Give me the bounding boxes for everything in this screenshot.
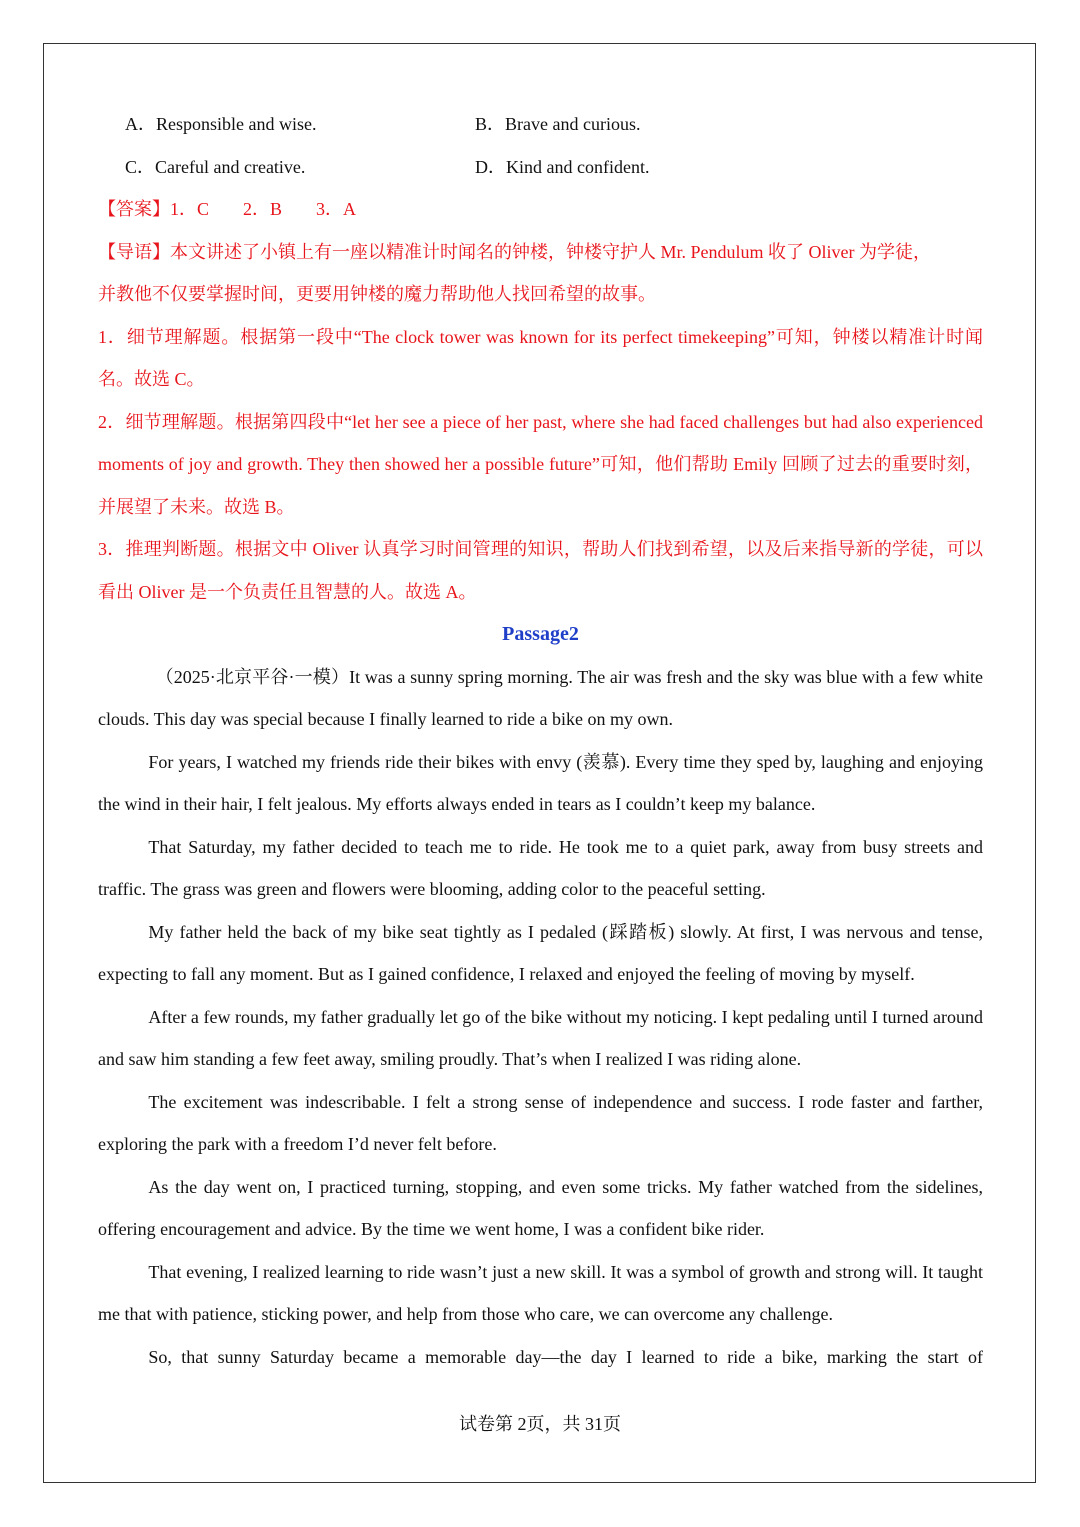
answer-item: 1．C (170, 199, 210, 219)
options-row-2 (98, 146, 983, 189)
explanation-1: 1．细节理解题。根据第一段中“The clock tower was known for its perfect timekeeping”可知，钟楼以精准计时闻名。故选 C。 (98, 326, 983, 389)
passage-paragraph: That Saturday, my father decided to teach me to ride. He took me to a quiet park, away from busy streets and traffic. The grass was green and flowers were blooming, adding color to the peaceful setting. (98, 836, 983, 899)
passage-paragraph: The excitement was indescribable. I felt a strong sense of independence and success. I rode faster and farther, exploring the park with a freedom I’d never felt before. (98, 1091, 983, 1154)
options-row-1 (98, 103, 983, 146)
explanation-3: 3．推理判断题。根据文中 Oliver 认真学习时间管理的知识，帮助人们找到希望，以及后来指导新的学徒，可以看出 Oliver 是一个负责任且智慧的人。故选 A。 (98, 539, 983, 602)
answer-label: 【答案】 (98, 199, 170, 219)
answer-item: 3．A (316, 199, 357, 219)
option-d: D．Kind and confident. (475, 156, 650, 177)
explanation-2: 2．细节理解题。根据第四段中“let her see a piece of her past, where she had faced challenges but had also experienced moments of joy and growth. They then showed her a possible future”可知，他们帮助 Emily 回顾了过去的重要时刻，并展望了未来。故选 B。 (98, 411, 983, 517)
passage-paragraph: After a few rounds, my father gradually let go of the bike without my noticing. I kept pedaling until I turned around and saw him standing a few feet away, smiling proudly. That’s when I realized I was riding alone. (98, 1006, 983, 1069)
option-c: C．Careful and creative. (125, 156, 306, 177)
passage-title: Passage2 (502, 623, 579, 645)
passage-paragraph: For years, I watched my friends ride their bikes with envy (羡慕). Every time they sped by, laughing and enjoying the wind in their hair, I felt jealous. My efforts always ended in tears as I couldn’t keep my balance. (98, 751, 983, 814)
option-a: A．Responsible and wise. (125, 114, 317, 134)
passage-paragraph: That evening, I realized learning to ride wasn’t just a new skill. It was a symbol of growth and strong will. It taught me that with patience, sticking power, and help from those who care, we can overcome any challenge. (98, 1261, 983, 1324)
guide-line-1: 【导语】本文讲述了小镇上有一座以精准计时闻名的钟楼，钟楼守护人 Mr. Pendulum 收了 Oliver 为学徒， (98, 241, 931, 262)
passage-paragraph: My father held the back of my bike seat tightly as I pedaled (踩踏板) slowly. At first, I was nervous and tense, expecting to fall any moment. But as I gained confidence, I relaxed and enjoyed the feeling of moving by myself. (98, 921, 983, 984)
page-footer: 试卷第 2页，共 31页 (459, 1414, 621, 1434)
answer-item: 2．B (243, 199, 283, 219)
passage-paragraph: As the day went on, I practiced turning, stopping, and even some tricks. My father watched from the sidelines, offering encouragement and advice. By the time we went home, I was a confident bike rider. (98, 1176, 983, 1239)
page-content (98, 103, 983, 1378)
guide-line-2: 并教他不仅要掌握时间，更要用钟楼的魔力帮助他人找回希望的故事。 (98, 284, 656, 304)
answer-line (98, 188, 983, 231)
option-b: B．Brave and curious. (475, 114, 641, 134)
passage-paragraph: （2025·北京平谷·一模）It was a sunny spring morning. The air was fresh and the sky was blue with a few white clouds. This day was special because I finally learned to ride a bike on my own. (98, 666, 983, 729)
passage-paragraph: So, that sunny Saturday became a memorable day—the day I learned to ride a bike, marking the start of (148, 1346, 983, 1367)
